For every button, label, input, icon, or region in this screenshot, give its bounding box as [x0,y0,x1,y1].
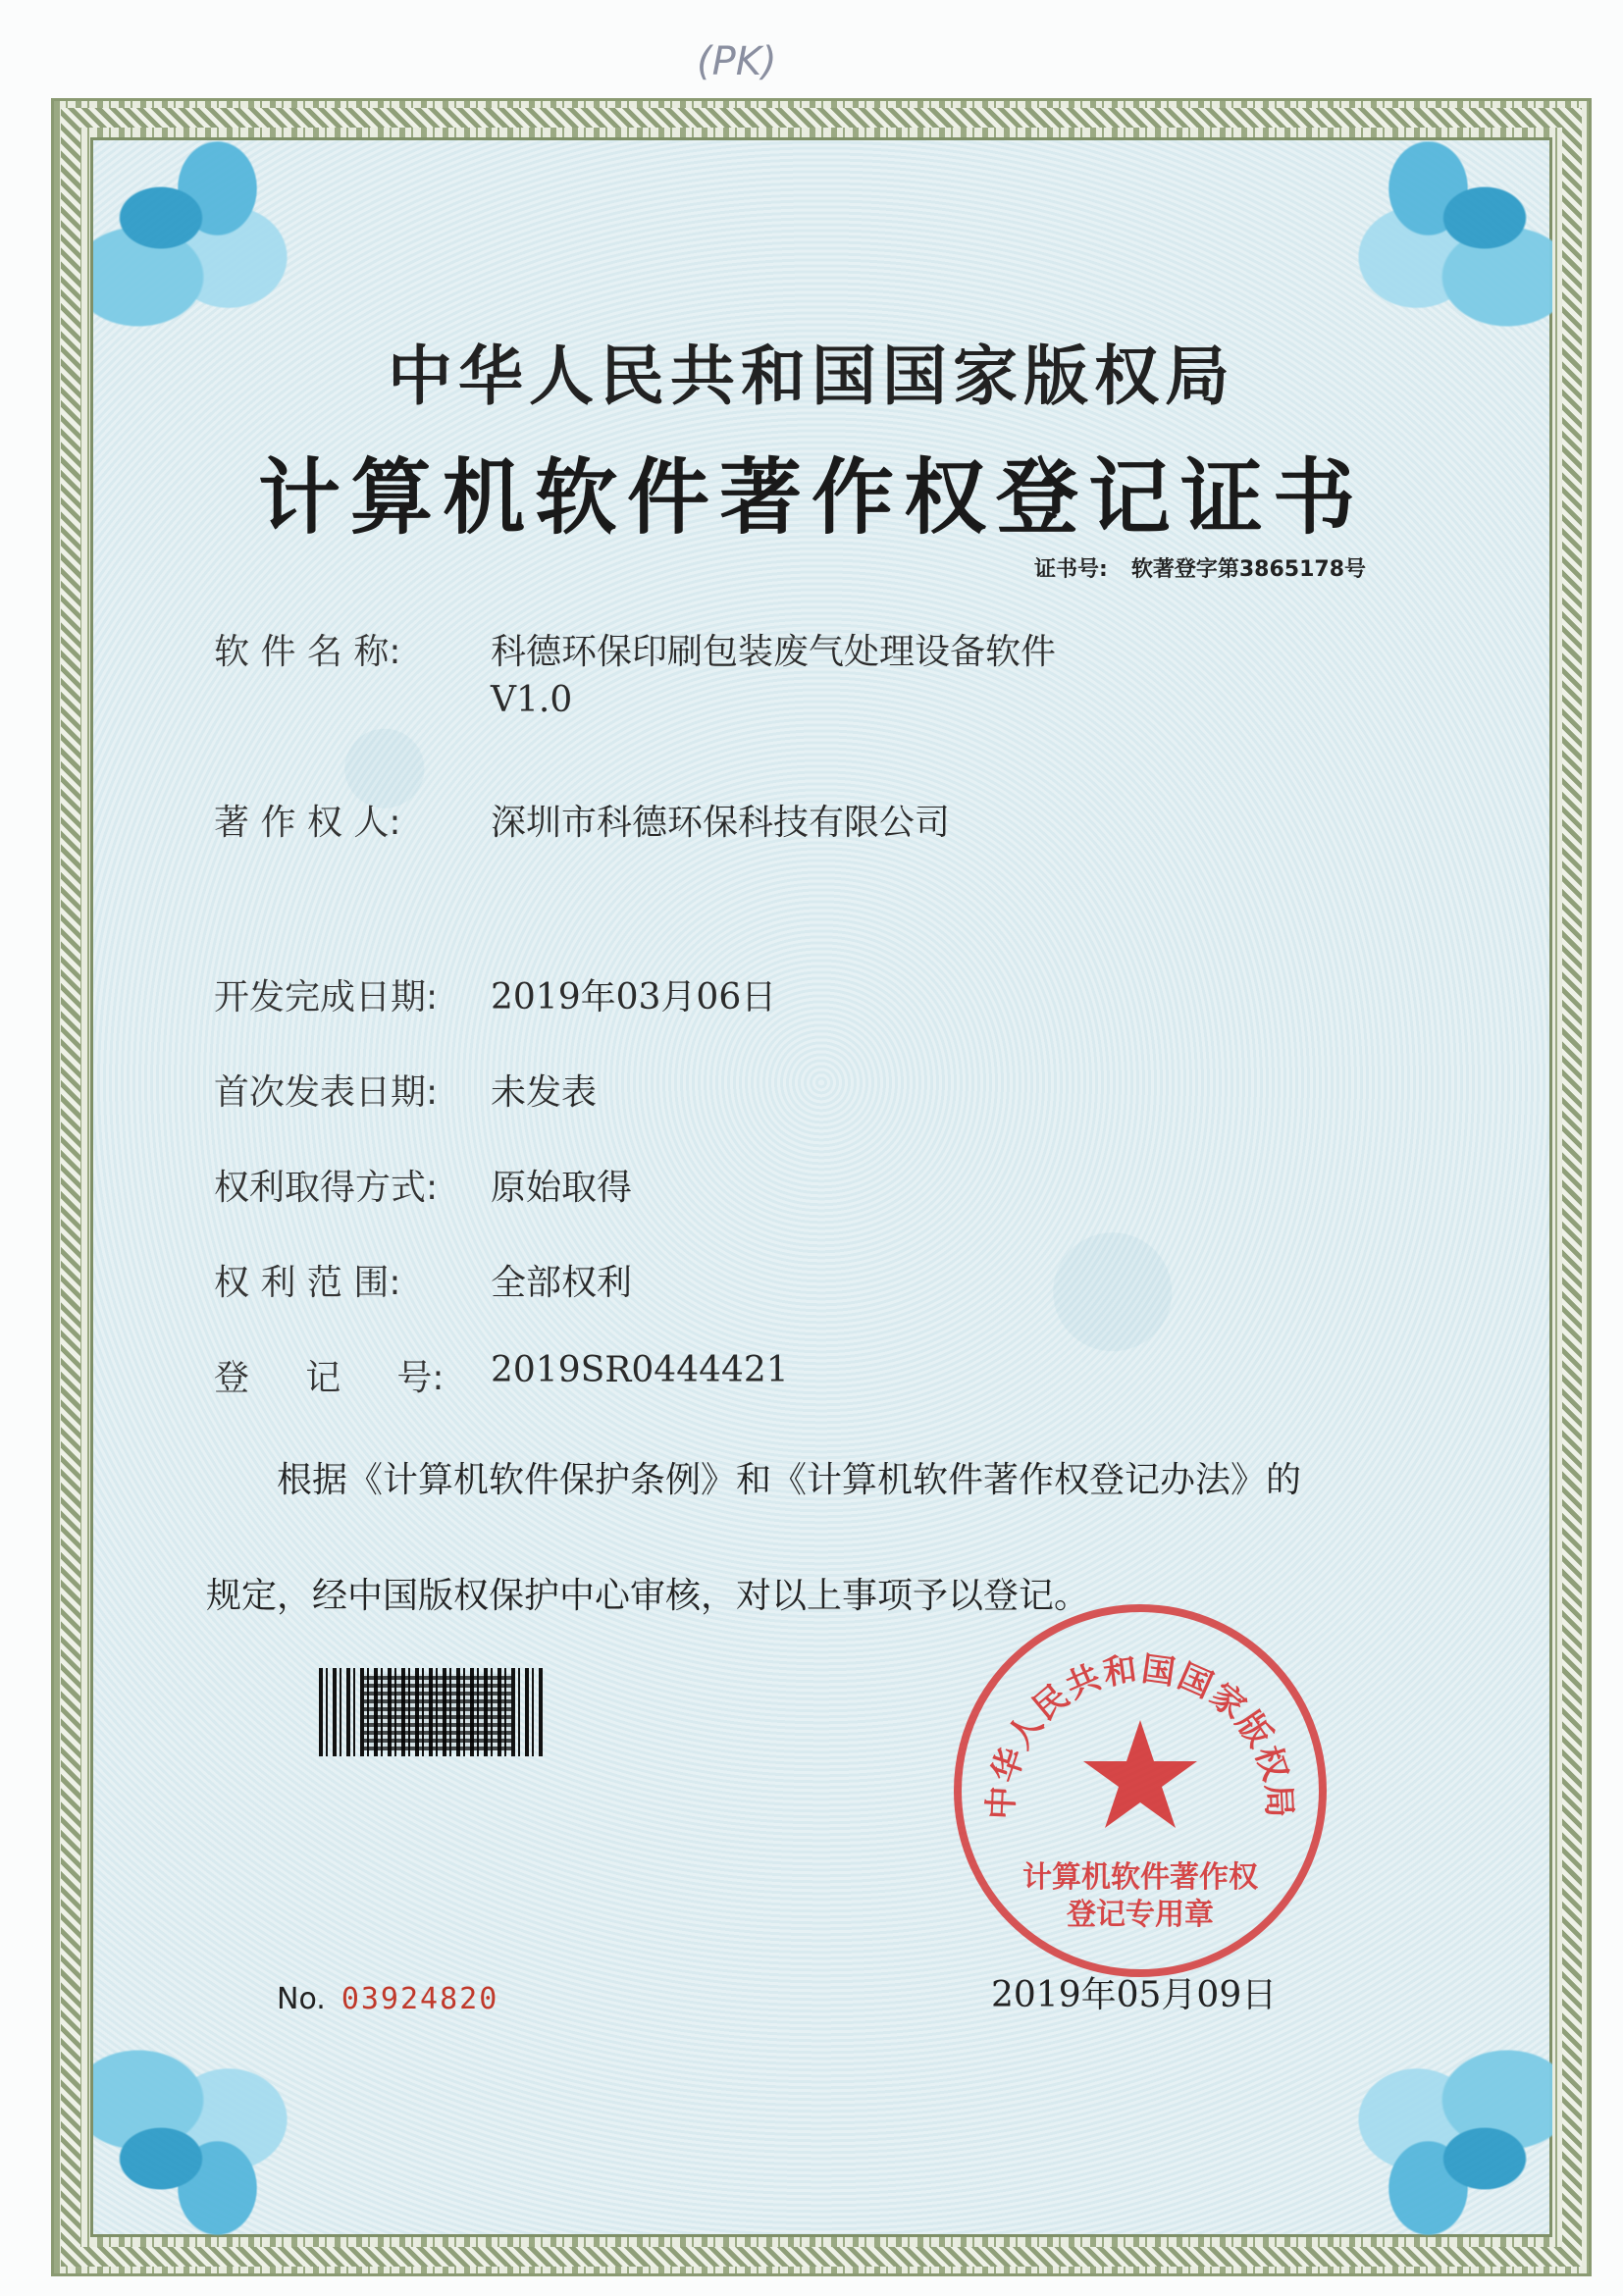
field-acquisition-method [214,1160,632,1210]
certificate-number-value: 软著登字第3865178号 [1130,557,1366,582]
field-label: 权利取得方式: [214,1168,439,1208]
field-value: 2019年03月06日 [491,977,777,1018]
field-label: 首次发表日期: [214,1072,439,1113]
field-value: 科德环保印刷包装废气处理设备软件 [491,632,1057,672]
statement-line-1: 根据《计算机软件保护条例》和《计算机软件著作权登记办法》的 [277,1460,1302,1500]
field-label: 软 件 名 称: [214,632,401,672]
certificate-number-label: 证书号: [1034,557,1108,582]
field-registration-number [214,1350,789,1400]
statement-line-2: 规定，经中国版权保护中心审核，对以上事项予以登记。 [206,1576,1090,1616]
handwritten-mark: (PK) [697,39,777,84]
field-completion-date [214,969,776,1019]
issue-date: 2019年05月09日 [991,1975,1278,2015]
field-value: 2019SR0444421 [491,1350,789,1390]
field-label: 开发完成日期: [214,977,439,1018]
field-copyright-owner [214,795,950,845]
barcode [319,1668,545,1756]
field-scope [214,1255,632,1305]
corner-ornament-top-left [93,139,319,336]
serial-number [277,1982,498,2016]
field-value: 深圳市科德环保科技有限公司 [491,803,951,843]
field-value: 全部权利 [491,1263,633,1303]
official-seal [954,1604,1327,1977]
qr-code [364,1674,511,1750]
certificate-title: 计算机软件著作权登记证书 [257,448,1365,546]
seal-line-1: 计算机软件著作权 [1022,1860,1258,1895]
certificate-number [1034,552,1366,583]
seal-arc-text: 中华人民共和国国家版权局 [981,1649,1299,1821]
serial-prefix: No. [277,1982,326,2016]
star-icon [1083,1720,1197,1828]
field-software-name [214,624,1056,720]
field-first-publication [214,1065,597,1115]
serial-number-value: 03924820 [340,1982,499,2016]
field-value: 未发表 [491,1072,598,1113]
corner-ornament-top-right [1327,139,1552,336]
field-value: 原始取得 [491,1168,633,1208]
corner-ornament-bottom-left [93,2041,319,2237]
issuing-authority: 中华人民共和国国家版权局 [388,339,1235,414]
field-value-line2: V1.0 [491,680,573,720]
corner-ornament-bottom-right [1327,2041,1552,2237]
field-label: 权 利 范 围: [214,1263,401,1303]
seal-line-2: 登记专用章 [1067,1898,1214,1932]
field-label: 著 作 权 人: [214,803,401,843]
field-label: 登 记 号: [214,1358,445,1398]
